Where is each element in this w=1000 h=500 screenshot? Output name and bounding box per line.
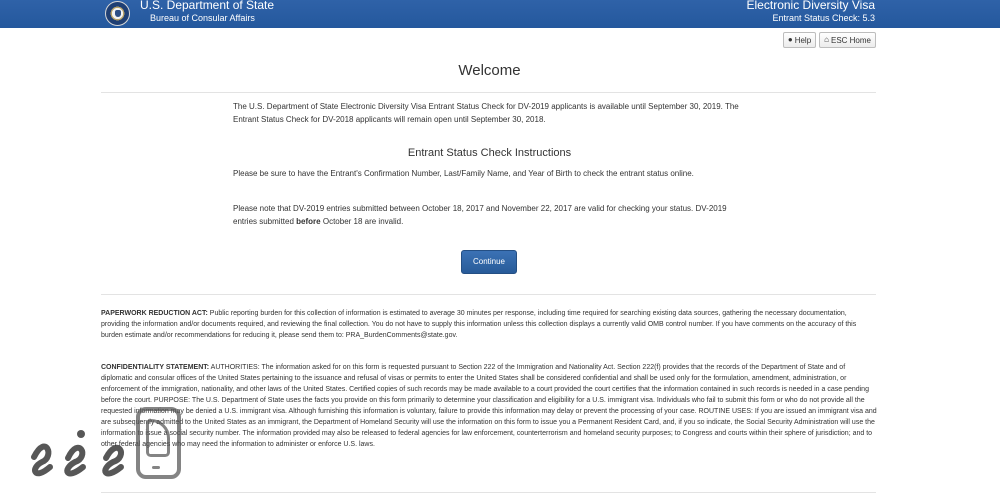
- department-title: U.S. Department of State: [140, 0, 275, 12]
- confidentiality-statement: [101, 362, 877, 450]
- instruction-before-text: before: [296, 217, 321, 226]
- utility-buttons: [783, 32, 876, 48]
- esc-home-button[interactable]: [819, 32, 876, 48]
- paperwork-reduction-act: [101, 308, 877, 341]
- instruction-confirmation-number: Please be sure to have the Entrant's Confirmation Number, Last/Family Name, and Year of Birth to check the entrant status online.: [233, 169, 694, 178]
- legal-divider: [101, 294, 876, 295]
- availability-message: The U.S. Department of State Electronic Diversity Visa Entrant Status Check for DV-2019 applicants is available until September 30, 2019. The Entrant Status Check for DV-2018 applicants will remain open until September 30, 2018.: [233, 102, 739, 124]
- confidentiality-text: AUTHORITIES: The information asked for on this form is requested pursuant to Section 222 of the Immigration and Nationality Act. Section 222(f) provides that the records of the Department of State and of diplomatic and consular offices of the United States pertaining to the issuance and refusal of visas or permits to enter the United States shall be considered confidential and shall be used only for the formulation, amendment, administration, or enforcement of the immigration, nationality, and other laws of the United States. Certified copies of such records may be made available to a court provided the court certifies that the information contained in such records is needed in a case pending before the court. PURPOSE: The U.S. Department of State uses the facts you provide on this form primarily to determine your classification and eligibility for a U.S. immigrant visa. Individuals who fail to submit this form or who do not provide all the requested information may be denied a U.S. immigrant visa. Although furnishing this information is voluntary, failure to provide this information may delay or prevent the processing of your case. ROUTINE USES: If you are issued an immigrant visa and are subsequently admitted to the United States as an immigrant, the Department of Homeland Security will use the information on this form to issue you a Permanent Resident Card, and, if you so indicate, the Social Security Administration will use the information to issue a social security number. The information provided may also be released to federal agencies for law enforcement, counterterrorism and homeland security purposes; to Congress and courts within their sphere of jurisdiction; and to other federal agencies who may need the information to administer or enforce U.S. laws.: [101, 364, 877, 448]
- help-button-label: Help: [794, 35, 812, 45]
- page-title: Welcome: [458, 62, 521, 79]
- bottom-divider: [101, 492, 876, 493]
- top-divider: [101, 92, 876, 93]
- instruction-invalid-text: October 18 are invalid.: [322, 217, 404, 226]
- phone-watermark-icon: [136, 407, 181, 479]
- department-seal-icon: [105, 1, 130, 26]
- application-title: Electronic Diversity Visa: [746, 0, 875, 12]
- instruction-valid-entries: [233, 202, 743, 228]
- paperwork-reduction-title: PAPERWORK REDUCTION ACT:: [101, 310, 208, 317]
- continue-button[interactable]: Continue: [461, 250, 517, 274]
- status-check-version: Entrant Status Check: 5.3: [772, 13, 875, 23]
- help-button[interactable]: [783, 32, 816, 48]
- home-icon: ⌂: [824, 35, 829, 44]
- esc-home-button-label: ESC Home: [830, 35, 871, 45]
- bureau-title: Bureau of Consular Affairs: [150, 13, 255, 23]
- confidentiality-title: CONFIDENTIALITY STATEMENT:: [101, 364, 210, 371]
- help-icon: ●: [787, 35, 793, 44]
- instruction-valid-entries-text: Please note that DV-2019 entries submitted between October 18, 2017 and November 22, 2017 are valid for checking your status. DV-2019 entries submitted: [233, 204, 727, 226]
- site-watermark-logo: [22, 423, 144, 479]
- site-header: [0, 0, 1000, 28]
- instructions-title: Entrant Status Check Instructions: [407, 147, 572, 159]
- paperwork-reduction-text: Public reporting burden for this collection of information is estimated to average 30 minutes per response, including time required for searching existing data sources, gathering the necessary documentation, providing the information and/or documents required, and reviewing the final collection. You do not have to supply this information unless this collection displays a currently valid OMB control number. If you have comments on the accuracy of this burden estimate and/or recommendations for reducing it, please send them to: PRA_BurdenComments@state.gov.: [101, 310, 857, 339]
